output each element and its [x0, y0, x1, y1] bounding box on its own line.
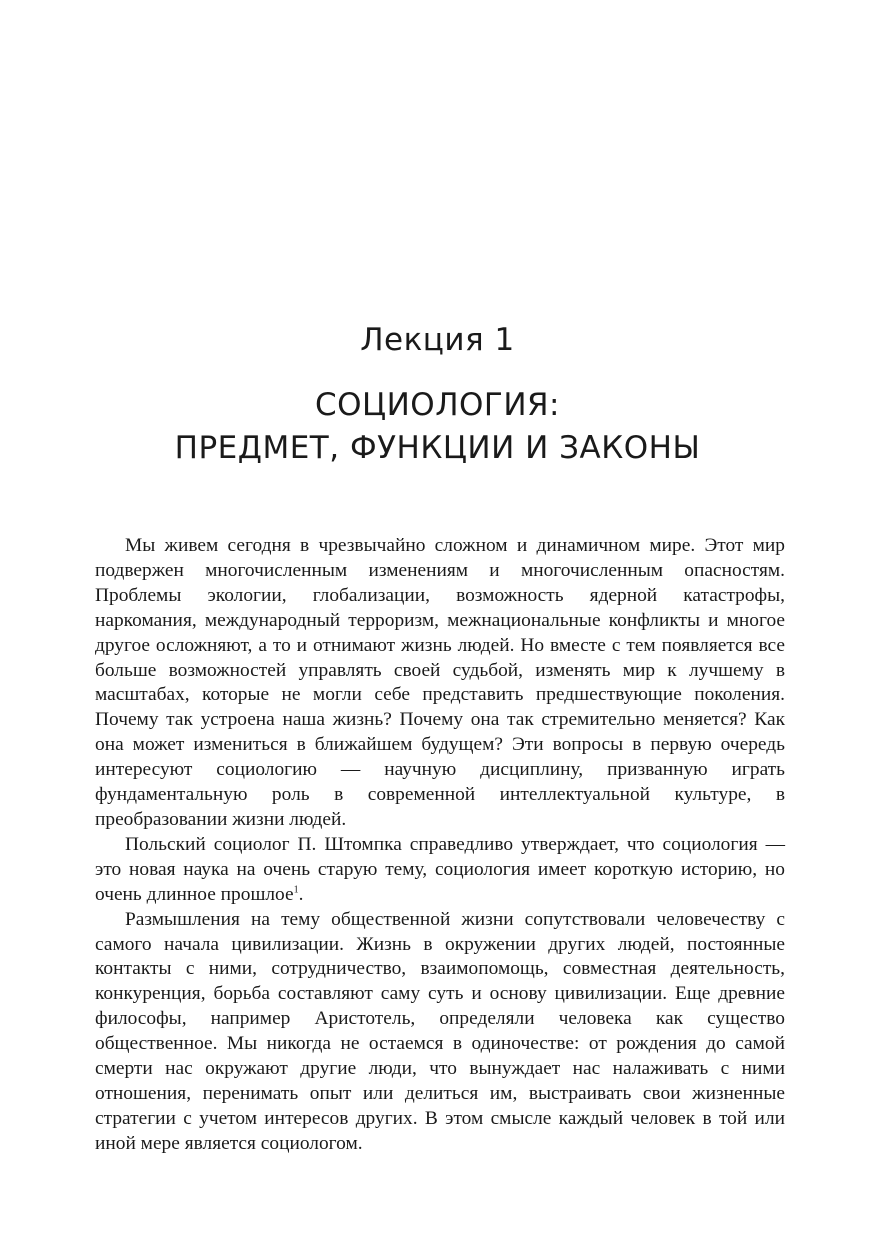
paragraph-2 [95, 833, 785, 908]
chapter-title-line-2: ПРЕДМЕТ, ФУНКЦИИ И ЗАКОНЫ [174, 430, 701, 466]
footnote-marker[interactable]: 1 [293, 884, 299, 896]
lecture-number: Лекция 1 [360, 322, 515, 358]
paragraph-1: Мы живем сегодня в чрезвычайно сложном и динамичном мире. Этот мир подвержен многочисленным изменениям и многочисленным опасностям. Проблемы экологии, глобализации, возможность ядерной катастрофы, наркомания, международный терроризм, межнациональные конфликты и многое другое осложняют, а то и отнимают жизнь людей. Но вместе с тем появляется все больше возможностей управлять своей судьбой, изменять мир к лучшему в масштабах, которые не могли себе представить предшествующие поколения. Почему так устроена наша жизнь? Почему она так стремительно меняется? Как она может измениться в ближайшем будущем? Эти вопросы в первую очередь интересуют социологию — научную дисциплину, призванную играть фундаментальную роль в современной интеллектуальной культуре, в преобразовании жизни людей. [95, 535, 785, 830]
body-text [95, 534, 785, 1157]
paragraph-2-end: . [298, 883, 304, 905]
paragraph-2-text: Польский социолог П. Штомпка справедливо утверждает, что социология — это новая наука на очень старую тему, социология имеет короткую историю, но очень длинное прошлое [95, 833, 785, 905]
chapter-title-line-1: СОЦИОЛОГИЯ: [315, 387, 560, 423]
paragraph-3: Размышления на тему общественной жизни сопутствовали человечеству с самого начала цивилизации. Жизнь в окружении других людей, постоянные контакты с ними, сотрудничество, взаимопомощь, совместная деятельность, конкуренция, борьба составляют саму суть и основу цивилизации. Еще древние философы, например Аристотель, определяли человека как существо общественное. Мы никогда не остаемся в одиночестве: от рождения до самой смерти нас окружают другие люди, что вынуждает нас налаживать с ними отношения, перенимать опыт или делиться им, выстраивать свои жизненные стратегии с учетом интересов других. В этом смысле каждый человек в той или иной мере является социологом. [95, 908, 785, 1154]
chapter-title [0, 384, 875, 470]
